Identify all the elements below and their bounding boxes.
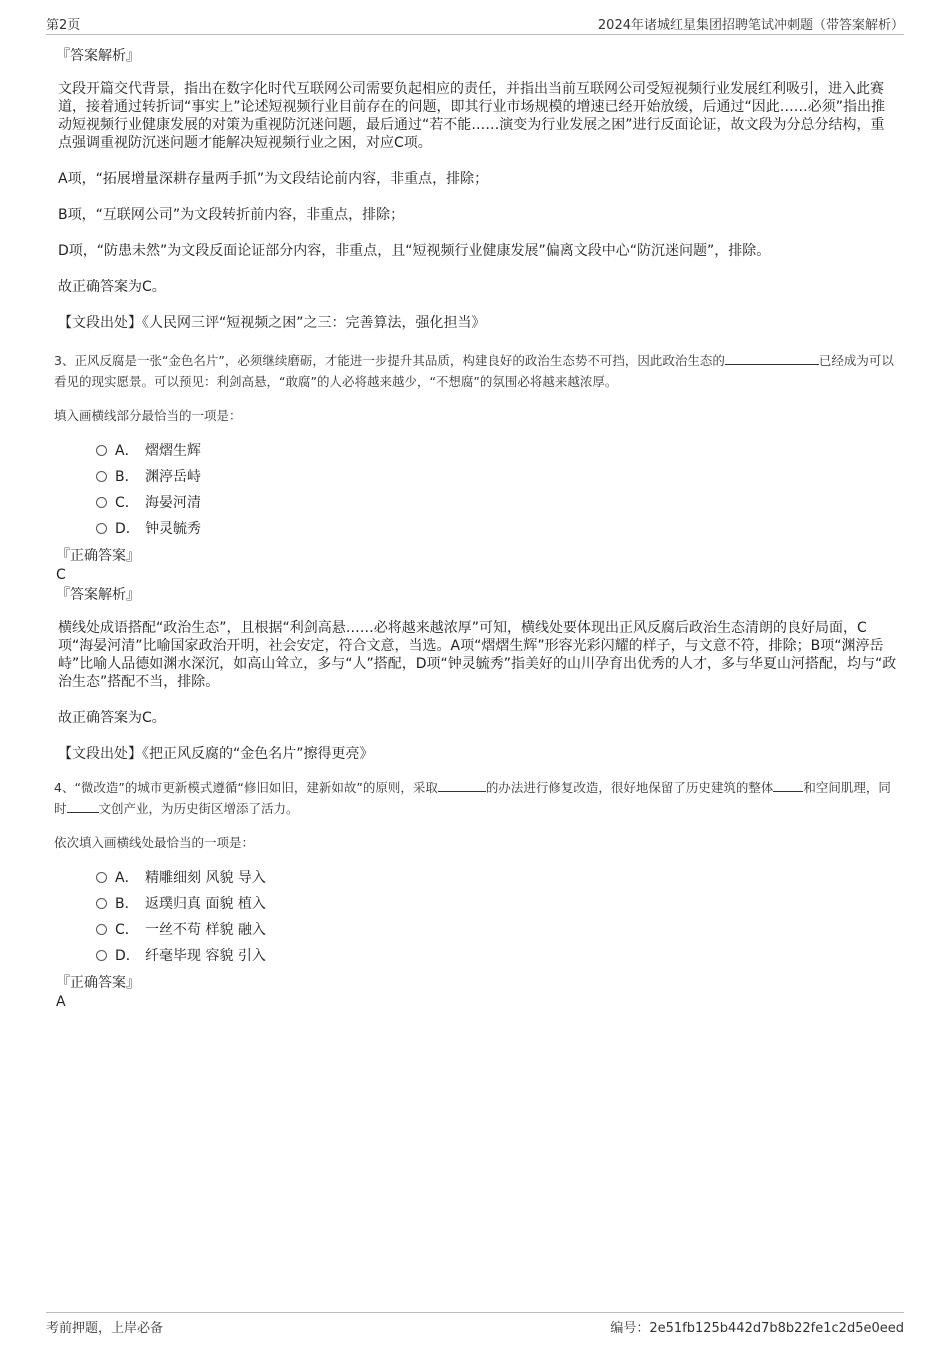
source-citation: 【文段出处】《人民网三评“短视频之困”之三：完善算法，强化担当》	[58, 315, 486, 331]
correct-answer-label: 『正确答案』	[56, 548, 140, 564]
analysis-paragraph: 横线处成语搭配“政治生态”，且根据“利剑高悬……必将越来越浓厚”可知，横线处要体现出正风反腐后政治生态清朗的良好局面，C项“海晏河清”比喻国家政治开明，社会安定，符合文意，当选。A项“熠熠生辉”形容光彩闪耀的样子，与文意不符，排除；B项“渊渟岳峙”比喻人品德如渊水深沉，如高山耸立，多与“人”搭配，D项“钟灵毓秀”指美好的山川孕育出优秀的人才，多与华夏山河搭配，均与“政治生态”搭配不当，排除。	[58, 620, 897, 690]
analysis-paragraph: 文段开篇交代背景，指出在数字化时代互联网公司需要负起相应的责任，并指出当前互联网公司受短视频行业发展红利吸引，进入此赛道，接着通过转折词“事实上”论述短视频行业目前存在的问题，即其行业市场规模的增速已经开始放缓，后通过“因此……必须”指出推动短视频行业健康发展的对策为重视防沉迷问题，最后通过“若不能……演变为行业发展之困”进行反面论证，故文段为分总分结构，重点强调重视防沉迷问题才能解决短视频行业之困，对应C项。	[58, 81, 886, 151]
option-d[interactable]: D． 钟灵毓秀	[96, 516, 898, 542]
fill-blank	[725, 351, 819, 365]
radio-icon[interactable]	[96, 471, 107, 482]
question-4-options	[96, 865, 898, 969]
analysis-label: 『答案解析』	[56, 48, 140, 64]
correct-answer: C	[56, 567, 66, 583]
radio-icon[interactable]	[96, 523, 107, 534]
option-a[interactable]: A． 熠熠生辉	[96, 438, 898, 464]
question-3-prompt: 填入画横线部分最恰当的一项是：	[54, 408, 242, 423]
fill-blank	[438, 778, 486, 792]
option-b[interactable]: B． 渊渟岳峙	[96, 464, 898, 490]
option-c[interactable]: C． 一丝不苟 样貌 融入	[96, 917, 898, 943]
source-citation: 【文段出处】《把正风反腐的“金色名片”擦得更亮》	[58, 746, 374, 762]
radio-icon[interactable]	[96, 950, 107, 961]
fill-blank	[67, 799, 99, 813]
option-b[interactable]: B． 返璞归真 面貌 植入	[96, 891, 898, 917]
question-3-options	[96, 438, 898, 542]
page-header	[46, 14, 904, 35]
radio-icon[interactable]	[96, 924, 107, 935]
analysis-paragraph: A项，“拓展增量深耕存量两手抓”为文段结论前内容，非重点，排除；	[58, 171, 489, 187]
correct-answer: A	[56, 994, 66, 1010]
question-4-prompt: 依次填入画横线处最恰当的一项是：	[54, 835, 255, 850]
question-4-text: 4、“微改造”的城市更新模式遵循“修旧如旧，建新如故”的原则，采取 的办法进行修复改造，很好地保留了历史建筑的整体 和空间肌理，同时 文创产业，为历史街区增添了活力。	[54, 780, 891, 816]
footer-slogan: 考前押题，上岸必备	[46, 1321, 164, 1336]
radio-icon[interactable]	[96, 898, 107, 909]
analysis-paragraph: B项，“互联网公司”为文段转折前内容，非重点，排除；	[58, 207, 405, 223]
option-d[interactable]: D． 纤毫毕现 容貌 引入	[96, 943, 898, 969]
document-code: 编号：2e51fb125b442d7b8b22fe1c2d5e0eed	[610, 1321, 904, 1336]
page-footer	[46, 1312, 904, 1335]
document-title: 2024年诸城红星集团招聘笔试冲刺题（带答案解析）	[597, 18, 904, 33]
option-a[interactable]: A． 精雕细刻 风貌 导入	[96, 865, 898, 891]
radio-icon[interactable]	[96, 445, 107, 456]
radio-icon[interactable]	[96, 872, 107, 883]
page-number: 第2页	[46, 18, 81, 33]
page-content	[54, 46, 898, 1012]
question-3-text: 3、正风反腐是一张“金色名片”，必须继续磨砺，才能进一步提升其品质，构建良好的政治生态势不可挡，因此政治生态的 已经成为可以看见的现实愿景。可以预见：利剑高悬，“敢腐”的人必将越来越少，“不想腐”的氛围必将越来越浓厚。	[54, 353, 894, 389]
answer-conclusion: 故正确答案为C。	[58, 710, 166, 726]
correct-answer-label: 『正确答案』	[56, 975, 140, 991]
radio-icon[interactable]	[96, 497, 107, 508]
analysis-paragraph: D项，“防患未然”为文段反面论证部分内容，非重点，且“短视频行业健康发展”偏离文段中心“防沉迷问题”，排除。	[58, 243, 771, 259]
answer-conclusion: 故正确答案为C。	[58, 279, 166, 295]
option-c[interactable]: C． 海晏河清	[96, 490, 898, 516]
fill-blank	[773, 778, 803, 792]
analysis-label: 『答案解析』	[56, 587, 140, 603]
